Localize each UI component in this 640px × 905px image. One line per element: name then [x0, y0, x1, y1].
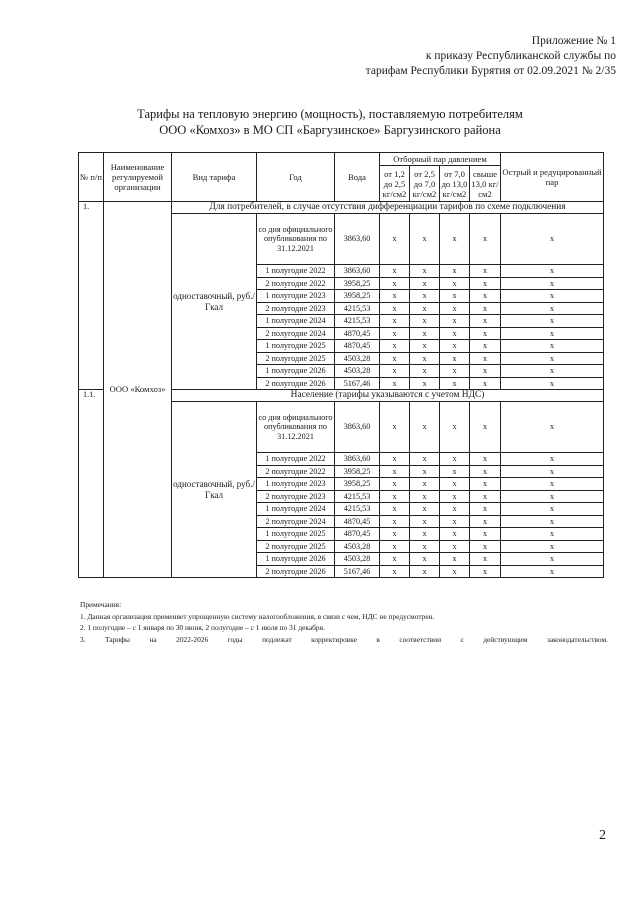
sharp-steam-value: х — [501, 302, 604, 315]
sharp-steam-value: х — [501, 277, 604, 290]
steam-value: х — [440, 490, 470, 503]
water-value: 3863,60 — [335, 214, 380, 265]
steam-value: х — [380, 478, 410, 491]
steam-value: х — [440, 565, 470, 578]
steam-value: х — [380, 214, 410, 265]
steam-value: х — [470, 327, 501, 340]
steam-value: х — [470, 340, 501, 353]
appendix-line: тарифам Республики Бурятия от 02.09.2021 № 2/35 — [365, 65, 616, 77]
water-value: 4215,53 — [335, 503, 380, 516]
sharp-steam-value: х — [501, 327, 604, 340]
section-number: 1. — [79, 202, 104, 390]
sharp-steam-value: х — [501, 503, 604, 516]
water-value: 4870,45 — [335, 515, 380, 528]
steam-value: х — [470, 402, 501, 453]
sharp-steam-value: х — [501, 515, 604, 528]
steam-value: х — [470, 290, 501, 303]
period-cell: 2 полугодие 2026 — [257, 565, 335, 578]
steam-value: х — [470, 515, 501, 528]
water-value: 4503,28 — [335, 553, 380, 566]
water-value: 4503,28 — [335, 352, 380, 365]
steam-value: х — [440, 453, 470, 466]
steam-value: х — [440, 290, 470, 303]
steam-value: х — [470, 465, 501, 478]
steam-value: х — [410, 565, 440, 578]
header-steam-3: от 7,0 до 13,0 кг/см2 — [440, 166, 470, 202]
steam-value: х — [380, 453, 410, 466]
period-cell: 1 полугодие 2023 — [257, 290, 335, 303]
steam-value: х — [440, 503, 470, 516]
water-value: 5167,46 — [335, 565, 380, 578]
note-word: Тарифы — [104, 634, 130, 644]
notes-heading: Примечания: — [80, 600, 122, 609]
steam-value: х — [410, 540, 440, 553]
steam-value: х — [380, 315, 410, 328]
note-item: 2. 1 полугодие – с 1 января по 30 июня, 2 полугодие – с 1 июля по 31 декабря. — [80, 623, 325, 632]
sharp-steam-value: х — [501, 553, 604, 566]
steam-value: х — [380, 327, 410, 340]
steam-value: х — [410, 352, 440, 365]
note-word: с — [460, 634, 464, 644]
sharp-steam-value: х — [501, 352, 604, 365]
steam-value: х — [470, 352, 501, 365]
steam-value: х — [380, 528, 410, 541]
period-cell: 2 полугодие 2022 — [257, 277, 335, 290]
header-year: Год — [257, 153, 335, 202]
period-cell: 2 полугодие 2023 — [257, 490, 335, 503]
header-steam-1: от 1,2 до 2,5 кг/см2 — [380, 166, 410, 202]
water-value: 5167,46 — [335, 377, 380, 390]
note-word: соответствии — [399, 634, 442, 644]
water-value: 3863,60 — [335, 402, 380, 453]
section-number: 1.1. — [79, 390, 104, 578]
steam-value: х — [440, 478, 470, 491]
period-cell: 1 полугодие 2022 — [257, 265, 335, 278]
period-cell: 2 полугодие 2024 — [257, 515, 335, 528]
header-steam-2: от 2,5 до 7,0 кг/см2 — [410, 166, 440, 202]
appendix-line: к приказу Республиканской службы по — [425, 50, 616, 62]
water-value: 4503,28 — [335, 365, 380, 378]
sharp-steam-value: х — [501, 490, 604, 503]
steam-value: х — [380, 402, 410, 453]
steam-value: х — [440, 377, 470, 390]
period-cell: 1 полугодие 2026 — [257, 365, 335, 378]
sharp-steam-value: х — [501, 528, 604, 541]
steam-value: х — [410, 265, 440, 278]
period-cell: 1 полугодие 2025 — [257, 340, 335, 353]
note-word: 3. — [80, 634, 86, 644]
sharp-steam-value: х — [501, 453, 604, 466]
sharp-steam-value: х — [501, 365, 604, 378]
sharp-steam-value: х — [501, 265, 604, 278]
sharp-steam-value: х — [501, 290, 604, 303]
steam-value: х — [440, 352, 470, 365]
sharp-steam-value: х — [501, 315, 604, 328]
sharp-steam-value: х — [501, 478, 604, 491]
period-cell: 2 полугодие 2023 — [257, 302, 335, 315]
steam-value: х — [440, 553, 470, 566]
steam-value: х — [470, 315, 501, 328]
section-name: Население (тарифы указываются с учетом НДС) — [172, 390, 604, 402]
page-number: 2 — [599, 828, 606, 843]
note-word: на — [149, 634, 157, 644]
header-tariff-type: Вид тарифа — [172, 153, 257, 202]
steam-value: х — [440, 340, 470, 353]
note-word: 2022-2026 — [176, 634, 209, 644]
section-name: Для потребителей, в случае отсутствия дифференциации тарифов по схеме подключения — [172, 202, 604, 214]
steam-value: х — [470, 528, 501, 541]
note-word: корректировке — [311, 634, 357, 644]
steam-value: х — [380, 565, 410, 578]
steam-value: х — [410, 377, 440, 390]
steam-value: х — [470, 214, 501, 265]
steam-value: х — [410, 302, 440, 315]
steam-value: х — [440, 277, 470, 290]
steam-value: х — [470, 503, 501, 516]
steam-value: х — [380, 515, 410, 528]
period-cell: со дня официального опубликования по 31.12.2021 — [257, 214, 335, 265]
water-value: 4215,53 — [335, 302, 380, 315]
steam-value: х — [440, 315, 470, 328]
steam-value: х — [410, 277, 440, 290]
steam-value: х — [410, 478, 440, 491]
steam-value: х — [380, 465, 410, 478]
water-value: 4870,45 — [335, 528, 380, 541]
steam-value: х — [470, 302, 501, 315]
tariff-type: одноставочный, руб./Гкал — [172, 402, 257, 578]
steam-value: х — [470, 540, 501, 553]
sharp-steam-value: х — [501, 402, 604, 453]
sharp-steam-value: х — [501, 465, 604, 478]
steam-value: х — [410, 214, 440, 265]
water-value: 3958,25 — [335, 465, 380, 478]
steam-value: х — [410, 453, 440, 466]
water-value: 3958,25 — [335, 290, 380, 303]
sharp-steam-value: х — [501, 540, 604, 553]
steam-value: х — [470, 377, 501, 390]
steam-value: х — [410, 503, 440, 516]
steam-value: х — [410, 528, 440, 541]
document-title — [80, 106, 580, 138]
steam-value: х — [440, 515, 470, 528]
steam-value: х — [380, 340, 410, 353]
note-word: законодательством. — [546, 634, 608, 644]
steam-value: х — [470, 553, 501, 566]
sharp-steam-value: х — [501, 377, 604, 390]
period-cell: со дня официального опубликования по 31.12.2021 — [257, 402, 335, 453]
water-value: 3863,60 — [335, 453, 380, 466]
header-steam-4: свыше 13,0 кг/см2 — [470, 166, 501, 202]
tariff-type: одноставочный, руб./Гкал — [172, 214, 257, 390]
steam-value: х — [440, 528, 470, 541]
steam-value: х — [470, 565, 501, 578]
steam-value: х — [440, 327, 470, 340]
steam-value: х — [470, 265, 501, 278]
water-value: 4870,45 — [335, 340, 380, 353]
steam-value: х — [440, 265, 470, 278]
note-word: годы — [227, 634, 243, 644]
period-cell: 2 полугодие 2024 — [257, 327, 335, 340]
steam-value: х — [470, 365, 501, 378]
note-word: подлежат — [262, 634, 292, 644]
appendix-reference — [196, 34, 616, 79]
section-row — [79, 202, 604, 214]
steam-value: х — [410, 490, 440, 503]
steam-value: х — [440, 214, 470, 265]
notes — [80, 599, 608, 645]
steam-value: х — [380, 553, 410, 566]
period-cell: 1 полугодие 2022 — [257, 453, 335, 466]
appendix-line: Приложение № 1 — [531, 35, 616, 47]
steam-value: х — [380, 490, 410, 503]
water-value: 4215,53 — [335, 315, 380, 328]
title-line: ООО «Комхоз» в МО СП «Баргузинское» Баргузинского района — [159, 123, 501, 137]
steam-value: х — [380, 265, 410, 278]
steam-value: х — [380, 302, 410, 315]
header-sharp-steam: Острый и редуцированный пар — [501, 153, 604, 202]
steam-value: х — [470, 277, 501, 290]
steam-value: х — [380, 365, 410, 378]
water-value: 4870,45 — [335, 327, 380, 340]
period-cell: 2 полугодие 2026 — [257, 377, 335, 390]
steam-value: х — [440, 302, 470, 315]
water-value: 3958,25 — [335, 478, 380, 491]
steam-value: х — [440, 540, 470, 553]
tariffs-body — [79, 202, 604, 578]
steam-value: х — [440, 402, 470, 453]
period-cell: 1 полугодие 2025 — [257, 528, 335, 541]
sharp-steam-value: х — [501, 340, 604, 353]
steam-value: х — [410, 553, 440, 566]
header-organization: Наименование регулируемой организации — [104, 153, 172, 202]
note-word: действующим — [483, 634, 528, 644]
steam-value: х — [410, 402, 440, 453]
steam-value: х — [380, 290, 410, 303]
steam-value: х — [410, 327, 440, 340]
steam-value: х — [380, 352, 410, 365]
steam-value: х — [440, 465, 470, 478]
header-steam-group: Отборный пар давлением — [380, 153, 501, 166]
steam-value: х — [470, 490, 501, 503]
steam-value: х — [440, 365, 470, 378]
period-cell: 1 полугодие 2024 — [257, 503, 335, 516]
period-cell: 2 полугодие 2025 — [257, 540, 335, 553]
sharp-steam-value: х — [501, 565, 604, 578]
steam-value: х — [410, 465, 440, 478]
water-value: 4215,53 — [335, 490, 380, 503]
period-cell: 1 полугодие 2026 — [257, 553, 335, 566]
steam-value: х — [470, 478, 501, 491]
steam-value: х — [380, 503, 410, 516]
period-cell: 2 полугодие 2025 — [257, 352, 335, 365]
water-value: 3863,60 — [335, 265, 380, 278]
period-cell: 1 полугодие 2024 — [257, 315, 335, 328]
note-word: в — [376, 634, 380, 644]
steam-value: х — [380, 377, 410, 390]
note-item-justified — [80, 634, 608, 646]
header-water: Вода — [335, 153, 380, 202]
period-cell: 2 полугодие 2022 — [257, 465, 335, 478]
header-num: № п/п — [79, 153, 104, 202]
note-item: 1. Данная организация применяет упрощенную систему налогообложения, в связи с чем, НДС не предусмотрен. — [80, 611, 435, 621]
steam-value: х — [470, 453, 501, 466]
water-value: 4503,28 — [335, 540, 380, 553]
steam-value: х — [380, 277, 410, 290]
period-cell: 1 полугодие 2023 — [257, 478, 335, 491]
tariffs-table — [78, 152, 604, 578]
steam-value: х — [380, 540, 410, 553]
water-value: 3958,25 — [335, 277, 380, 290]
steam-value: х — [410, 515, 440, 528]
steam-value: х — [410, 315, 440, 328]
organization-name: ООО «Комхоз» — [104, 202, 172, 578]
steam-value: х — [410, 290, 440, 303]
title-line: Тарифы на тепловую энергию (мощность), поставляемую потребителям — [137, 107, 523, 121]
steam-value: х — [410, 340, 440, 353]
sharp-steam-value: х — [501, 214, 604, 265]
steam-value: х — [410, 365, 440, 378]
